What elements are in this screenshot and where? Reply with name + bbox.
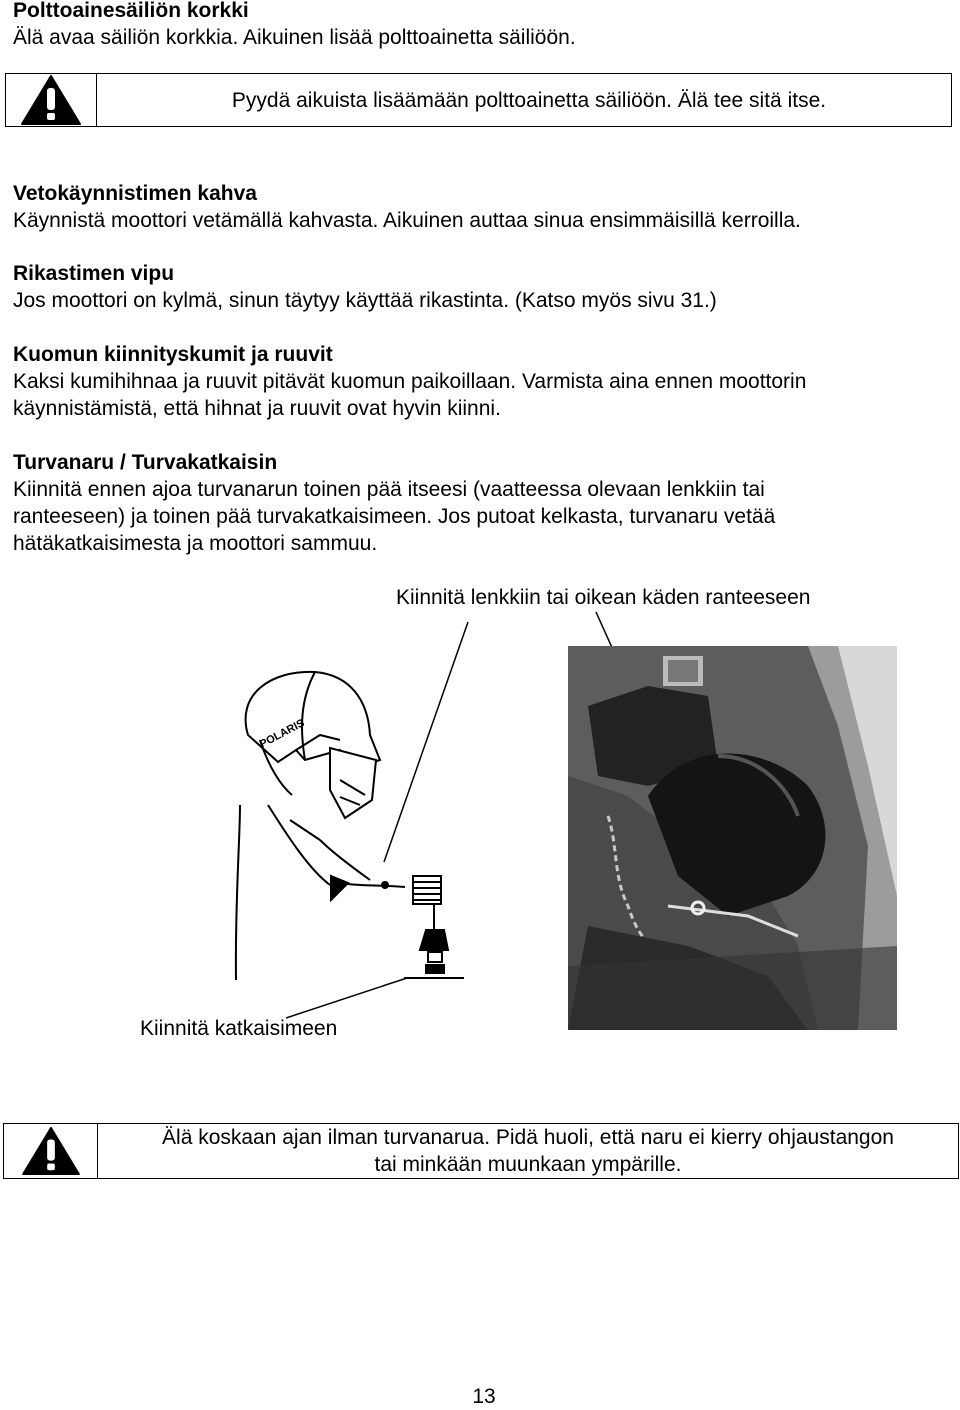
warning-icon-cell-2 bbox=[4, 1124, 98, 1178]
heading-hood-straps: Kuomun kiinnityskumit ja ruuvit bbox=[13, 343, 333, 366]
warning-text-tether bbox=[98, 1124, 958, 1178]
tether-cord-drawing bbox=[331, 876, 464, 978]
heading-tether: Turvanaru / Turvakatkaisin bbox=[13, 451, 278, 474]
warning-box-fuel bbox=[5, 73, 952, 127]
text-fuel-cap: Älä avaa säiliön korkkia. Aikuinen lisää polttoainetta säiliöön. bbox=[13, 26, 576, 49]
caption-attach-switch: Kiinnitä katkaisimeen bbox=[140, 1017, 338, 1040]
text-tether-line2: ranteeseen) ja toinen pää turvakatkaisimeen. Jos putoat kelkasta, turvanaru vetää bbox=[13, 505, 776, 528]
helmet-brand-label: POLARIS bbox=[257, 717, 307, 751]
warning-text-tether-line1: Älä koskaan ajan ilman turvanarua. Pidä huoli, että naru ei kierry ohjaustangon bbox=[162, 1126, 894, 1149]
warning-icon-cell bbox=[6, 74, 97, 126]
text-choke: Jos moottori on kylmä, sinun täytyy käyttää rikastinta. (Katso myös sivu 31.) bbox=[13, 289, 717, 312]
photo-wrist-tether bbox=[568, 646, 897, 1030]
heading-fuel-cap: Polttoainesäiliön korkki bbox=[13, 0, 249, 22]
page-number: 13 bbox=[472, 1385, 496, 1408]
warning-text-tether-line2: tai minkään muunkaan ympärille. bbox=[374, 1153, 682, 1176]
heading-pull-starter: Vetokäynnistimen kahva bbox=[13, 182, 257, 205]
text-hood-straps-line2: käynnistämistä, että hihnat ja ruuvit ovat hyvin kiinni. bbox=[13, 397, 501, 420]
caption-attach-wrist: Kiinnitä lenkkiin tai oikean käden ranteeseen bbox=[396, 586, 811, 609]
text-tether-line1: Kiinnitä ennen ajoa turvanarun toinen pää itseesi (vaatteessa olevaan lenkkiin tai bbox=[13, 478, 765, 501]
text-tether-line3: hätäkatkaisimesta ja moottori sammuu. bbox=[13, 532, 378, 555]
text-pull-starter: Käynnistä moottori vetämällä kahvasta. Aikuinen auttaa sinua ensimmäisillä kerroilla. bbox=[13, 209, 801, 232]
warning-triangle-icon bbox=[20, 74, 82, 126]
warning-triangle-icon bbox=[21, 1126, 81, 1176]
warning-box-tether bbox=[3, 1123, 959, 1179]
leader-line-switch bbox=[286, 978, 407, 1018]
warning-text-fuel: Pyydä aikuista lisäämään polttoainetta säiliöön. Älä tee sitä itse. bbox=[231, 88, 827, 112]
heading-choke: Rikastimen vipu bbox=[13, 262, 175, 285]
rider-body-drawing bbox=[236, 805, 370, 980]
text-hood-straps-line1: Kaksi kumihihnaa ja ruuvit pitävät kuomun paikoillaan. Varmista aina ennen moottorin bbox=[13, 370, 807, 393]
leader-line-wrist bbox=[384, 622, 468, 862]
